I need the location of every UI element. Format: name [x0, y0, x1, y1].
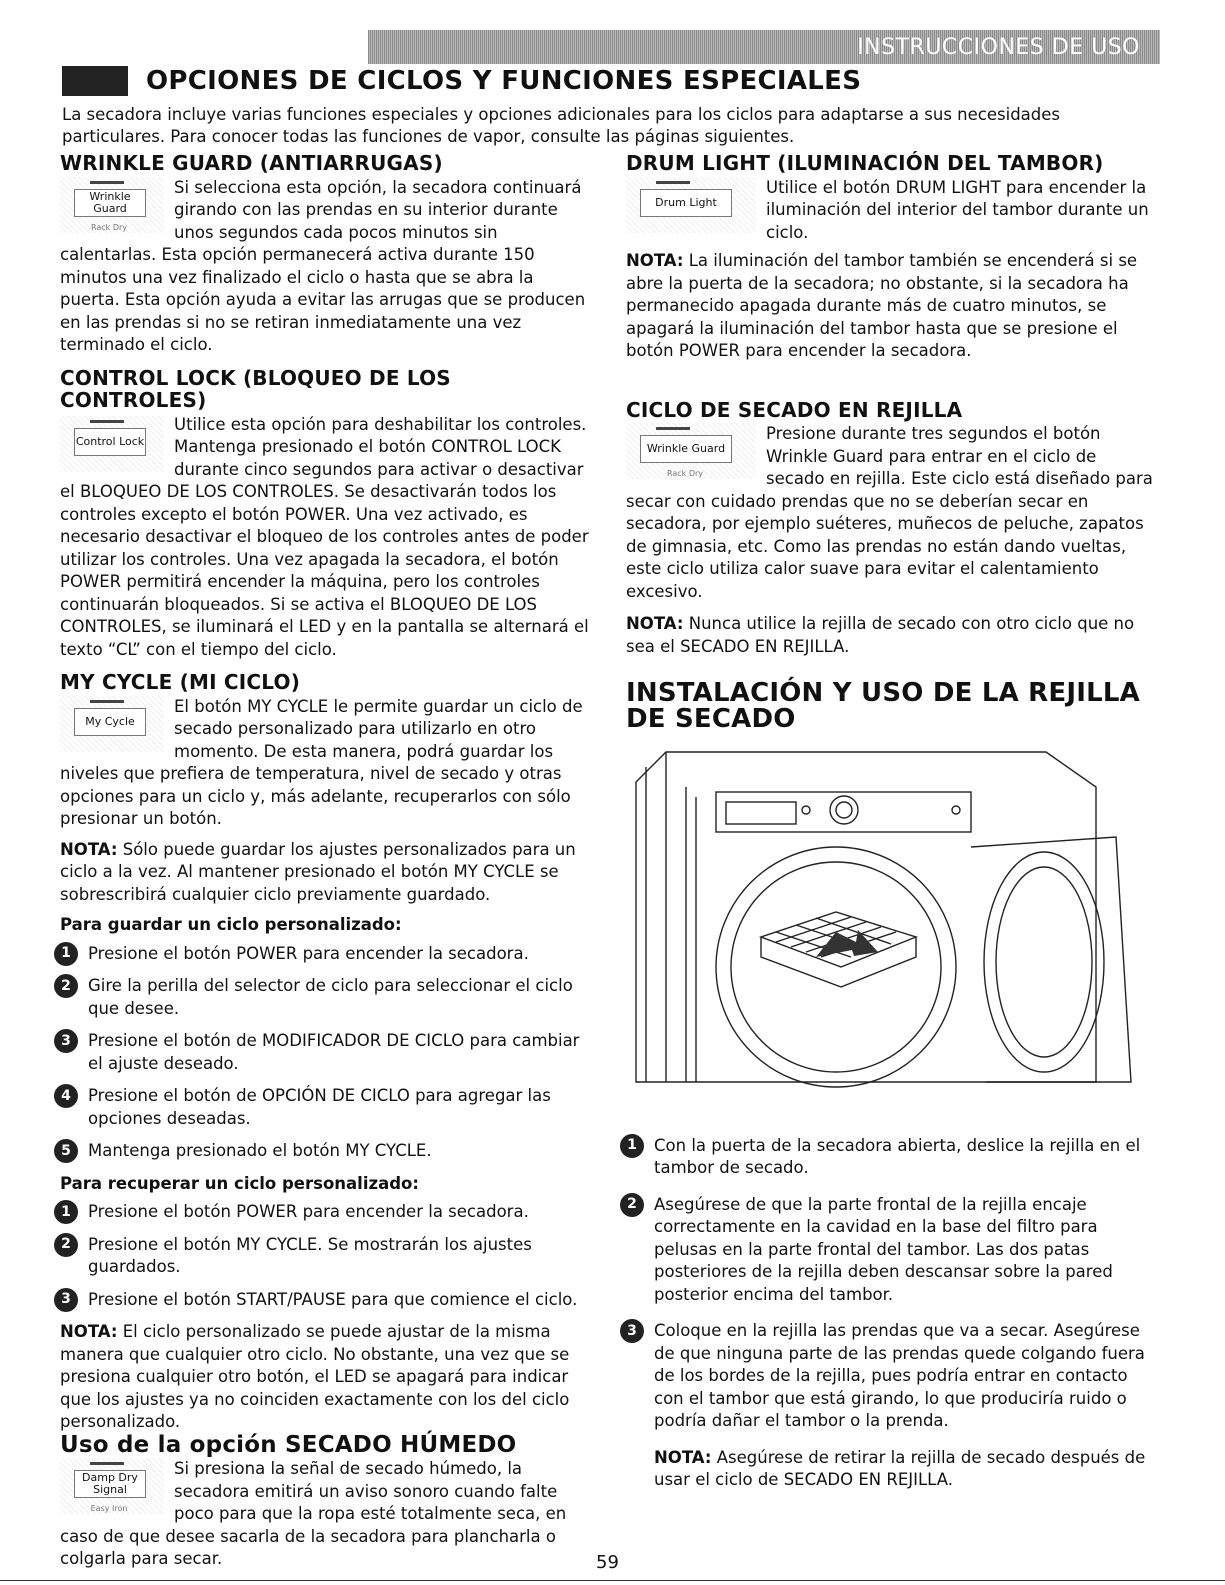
recall-step: 3 Presione el botón START/PAUSE para que comience el ciclo.: [60, 1289, 590, 1312]
recall-steps-list: [60, 1201, 590, 1311]
drum-light-note: NOTA: La iluminación del tambor también se encenderá si se abre la puerta de la secadora; no obstante, si la secadora ha permanecido apagada durante más de cuatro minutos, se apagará la iluminación del tambor hasta que se presione el botón POWER para encender la secadora.: [626, 251, 1138, 360]
rack-dry-sublabel: Rack Dry: [90, 222, 128, 232]
install-section: [626, 680, 1156, 1492]
wrinkle-guard-button-icon: [60, 177, 164, 233]
page-title-text: OPCIONES DE CICLOS Y FUNCIONES ESPECIALES: [146, 66, 862, 96]
recall-step: 1 Presione el botón POWER para encender la secadora.: [60, 1201, 590, 1224]
recall-cycle-heading: Para recuperar un ciclo personalizado:: [60, 1173, 419, 1193]
left-column: [60, 152, 590, 1571]
damp-dry-heading: Uso de la opción SECADO HÚMEDO: [60, 1431, 517, 1458]
install-step: 1 Con la puerta de la secadora abierta, deslice la rejilla en el tambor de secado.: [626, 1135, 1156, 1180]
save-steps-list: [60, 943, 590, 1163]
save-step: 5 Mantenga presionado el botón MY CYCLE.: [60, 1140, 590, 1163]
drum-light-section: [626, 152, 1156, 363]
drum-light-text: Utilice el botón DRUM LIGHT para encender la iluminación del interior del tambor durante un ciclo.: [766, 177, 1149, 242]
drum-light-button-label: Drum Light: [640, 189, 732, 217]
right-column: [626, 152, 1156, 1492]
damp-dry-text: Si presiona la señal de secado húmedo, la secadora emitirá un aviso sonoro cuando falte poco para que la ropa esté totalmente seca, en caso de que desee sacarla de la secadora para plancharla o colgarla para secar.: [60, 1459, 567, 1568]
my-cycle-heading: MY CYCLE (MI CICLO): [60, 670, 301, 694]
control-lock-heading: CONTROL LOCK (BLOQUEO DE LOS CONTROLES): [60, 365, 451, 412]
bottom-rule: [0, 1580, 1225, 1581]
save-step: 3 Presione el botón de MODIFICADOR DE CICLO para cambiar el ajuste deseado.: [60, 1030, 590, 1075]
my-cycle-button-label: My Cycle: [74, 708, 146, 736]
section-banner: [368, 30, 1160, 64]
my-cycle-section: [60, 671, 590, 1434]
drum-light-button-icon: [626, 177, 756, 233]
intro-paragraph: La secadora incluye varias funciones especiales y opciones adicionales para los ciclos para adaptarse a sus necesidades particulares. Para conocer todas las funciones de vapor, consulte las páginas siguientes.: [62, 105, 1061, 146]
easy-iron-sublabel: Easy Iron: [90, 1504, 128, 1513]
rack-cycle-button-label: Wrinkle Guard: [640, 435, 732, 463]
wrinkle-guard-section: [60, 152, 590, 357]
my-cycle-note: NOTA: Sólo puede guardar los ajustes personalizados para un ciclo a la vez. Al mantener presionado el botón MY CYCLE se sobrescribirá cualquier ciclo previamente guardado.: [60, 839, 576, 904]
rack-cycle-section: [626, 399, 1156, 659]
damp-dry-button-label: Damp Dry Signal: [74, 1470, 146, 1498]
install-note: NOTA: Asegúrese de retirar la rejilla de secado después de usar el ciclo de SECADO EN REJILLA.: [654, 1447, 1146, 1489]
save-step: 1 Presione el botón POWER para encender la secadora.: [60, 943, 590, 966]
install-steps-list: [626, 1135, 1156, 1433]
rack-cycle-heading: CICLO DE SECADO EN REJILLA: [626, 397, 963, 422]
control-lock-button-icon: [60, 416, 164, 472]
title-marker: [62, 66, 128, 96]
damp-dry-button-icon: [60, 1458, 164, 1514]
section-tab-label: INSTRUCCIONES DE USO: [857, 34, 1140, 60]
wrinkle-guard-heading: WRINKLE GUARD (ANTIARRUGAS): [60, 151, 443, 175]
save-step: 4 Presione el botón de OPCIÓN DE CICLO para agregar las opciones deseadas.: [60, 1085, 590, 1130]
damp-dry-section: [60, 1431, 590, 1571]
control-lock-button-label: Control Lock: [74, 428, 146, 456]
drum-light-heading: DRUM LIGHT (ILUMINACIÓN DEL TAMBOR): [626, 151, 1104, 175]
my-cycle-text: El botón MY CYCLE le permite guardar un ciclo de secado personalizado para utilizarlo en otro momento. De esta manera, podrá guardar los niveles que prefiera de temperatura, nivel de secado y otras opciones para un ciclo y, más adelante, recuperarlos con sólo presionar un botón.: [60, 696, 583, 828]
my-cycle-button-icon: [60, 696, 164, 752]
dryer-rack-illustration: [626, 742, 1146, 1088]
control-lock-section: [60, 367, 590, 662]
rack-cycle-note: NOTA: Nunca utilice la rejilla de secado con otro ciclo que no sea el SECADO EN REJILLA.: [626, 614, 1135, 656]
save-cycle-heading: Para guardar un ciclo personalizado:: [60, 915, 402, 934]
page-number: 59: [596, 1552, 619, 1573]
install-heading: INSTALACIÓN Y USO DE LA REJILLA DE SECADO: [626, 678, 1140, 734]
save-step: 2 Gire la perilla del selector de ciclo para seleccionar el ciclo que desee.: [60, 975, 590, 1020]
wrinkle-guard-text: Si selecciona esta opción, la secadora continuará girando con las prendas en su interior durante unos segundos cada pocos minutos sin calentarlas. Esta opción permanecerá activa durante 150 minutos una vez finalizado el ciclo o hasta que se abra la puerta. Esta opción ayuda a evitar las arrugas que se producen en las prendas si no se retiran inmediatamente una vez terminado el ciclo.: [60, 177, 586, 354]
wrinkle-guard-button-label: Wrinkle Guard: [74, 189, 146, 217]
rack-dry-sublabel-2: Rack Dry: [666, 469, 704, 478]
rack-cycle-text: Presione durante tres segundos el botón Wrinkle Guard para entrar en el ciclo de secado en rejilla. Este ciclo está diseñado para secar con cuidado prendas que no se deberían secar en secadora, por ejemplo suéteres, muñecos de peluche, zapatos de gimnasia, etc. Como las prendas no están dando vueltas, este ciclo utiliza calor suave para evitar el calentamiento excesivo.: [626, 424, 1153, 601]
install-step: 2 Asegúrese de que la parte frontal de la rejilla encaje correctamente en la cavidad en la base del filtro para pelusas en la parte frontal del tambor. Las dos patas posteriores de la rejilla deben descansar sobre la pared posterior encima del tambor.: [626, 1194, 1156, 1307]
my-cycle-note-2: NOTA: El ciclo personalizado se puede ajustar de la misma manera que cualquier otro ciclo. No obstante, una vez que se presiona cualquier otro botón, el LED se apagará para indicar que los ajustes ya no coinciden exactamente con los del ciclo personalizado.: [60, 1322, 570, 1431]
page-title: [62, 66, 861, 96]
recall-step: 2 Presione el botón MY CYCLE. Se mostrarán los ajustes guardados.: [60, 1234, 590, 1279]
rack-cycle-button-icon: [626, 423, 756, 479]
control-lock-text: Utilice esta opción para deshabilitar los controles. Mantenga presionado el botón CONTROL LOCK durante cinco segundos para activar o desactivar el BLOQUEO DE LOS CONTROLES. Se desactivarán todos los controles excepto el botón POWER. Una vez activado, es necesario desactivar el bloqueo de los controles antes de poder utilizar los controles. Una vez apagada la secadora, el botón POWER permitirá encender la máquina, pero los controles continuarán bloqueados. Si se activa el BLOQUEO DE LOS CONTROLES, se iluminará el LED y en la pantalla se alternará el texto “CL” con el tiempo del ciclo.: [60, 414, 589, 659]
install-step: 3 Coloque en la rejilla las prendas que va a secar. Asegúrese de que ninguna parte de las prendas quede colgando fuera de los bordes de la rejilla, pues podría entrar en contacto con el tambor que está girando, lo que produciría ruido o podría dañar el tambor o la prenda.: [626, 1320, 1156, 1433]
